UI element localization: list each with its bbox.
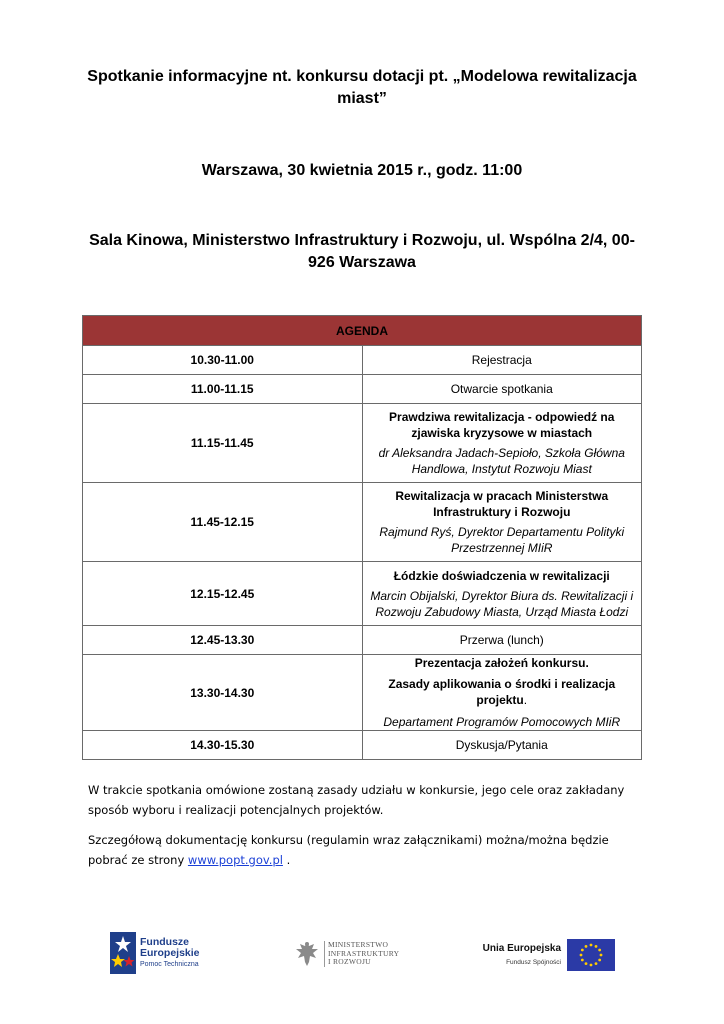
agenda-time: 11.15-11.45 <box>83 404 363 483</box>
eagle-icon <box>294 939 320 969</box>
session-speaker: Departament Programów Pomocowych MIiR <box>383 715 621 729</box>
agenda-time: 11.45-12.15 <box>83 483 363 562</box>
eu-star <box>590 944 593 947</box>
popt-link[interactable]: www.popt.gov.pl <box>187 853 283 867</box>
session-speaker: Rajmund Ryś, Dyrektor Departamentu Polityki Przestrzennej MIiR <box>379 525 625 555</box>
eu-star <box>598 949 601 952</box>
ministry-divider <box>324 941 325 967</box>
session-title: Prezentacja założeń konkursu. <box>414 656 589 670</box>
table-row <box>83 404 642 483</box>
docs-paragraph-text: Szczegółową dokumentację konkursu (regulamin wraz załącznikami) można/można będzie pobrać ze strony <box>88 833 609 867</box>
eu-title: Unia Europejska <box>482 943 561 954</box>
eu-star <box>595 945 598 948</box>
table-row <box>83 655 642 731</box>
docs-paragraph <box>88 830 643 870</box>
agenda-item: Otwarcie spotkania <box>450 382 553 396</box>
session-title-2-end: . <box>523 693 528 707</box>
mir-line2: INFRASTRUKTURY <box>328 948 400 958</box>
session-speaker: Marcin Obijalski, Dyrektor Biura ds. Rewitalizacji i Rozwoju Zabudowy Miasta, Urząd Miasta Łodzi <box>370 588 634 619</box>
table-row <box>83 731 642 760</box>
session-title: Łódzkie doświadczenia w rewitalizacji <box>393 568 610 583</box>
agenda-item: Rejestracja <box>471 353 532 367</box>
eu-star <box>590 964 593 967</box>
fundusze-europejskie-logo <box>110 932 220 978</box>
agenda-time: 12.15-12.45 <box>83 562 363 626</box>
ministry-logo <box>294 937 424 977</box>
agenda-time: 13.30-14.30 <box>83 655 363 731</box>
eu-flag-icon <box>567 939 615 971</box>
session-title-2: Zasady aplikowania o środki i realizacja projektu <box>388 677 616 707</box>
footer-logos <box>82 915 642 1000</box>
fe-stars-icon <box>110 932 136 974</box>
eu-star <box>595 962 598 965</box>
agenda-time: 10.30-11.00 <box>83 346 363 375</box>
eu-star <box>598 959 601 962</box>
agenda-item: Przerwa (lunch) <box>459 633 544 647</box>
event-datetime: Warszawa, 30 kwietnia 2015 r., godz. 11:00 <box>201 162 523 179</box>
docs-paragraph-end: . <box>282 853 291 867</box>
agenda-table <box>82 315 642 760</box>
session-title: Rewitalizacja w pracach Ministerstwa Infrastruktury i Rozwoju <box>395 489 609 519</box>
page-title: Spotkanie informacyjne nt. konkursu dotacji pt. „Modelowa rewitalizacja miast” <box>87 68 637 107</box>
event-venue: Sala Kinowa, Ministerstwo Infrastruktury i Rozwoju, ul. Wspólna 2/4, 00-926 Warszawa <box>89 232 635 271</box>
session-speaker: dr Aleksandra Jadach-Sepioło, Szkoła Główna Handlowa, Instytut Rozwoju Miast <box>378 446 625 476</box>
eu-logo <box>475 939 625 979</box>
eu-star <box>585 945 588 948</box>
table-row <box>83 562 642 626</box>
agenda-time: 11.00-11.15 <box>83 375 363 404</box>
fe-subtitle: Pomoc Techniczna <box>140 961 199 968</box>
agenda-header: AGENDA <box>83 316 642 346</box>
agenda-item: Dyskusja/Pytania <box>455 738 548 752</box>
eu-subtitle: Fundusz Spójności <box>506 959 561 966</box>
mir-line3: I ROZWOJU <box>328 957 371 966</box>
eu-star <box>581 949 584 952</box>
table-row <box>83 626 642 655</box>
table-row <box>83 483 642 562</box>
mir-line1: MINISTERSTWO <box>328 940 389 949</box>
eu-star <box>600 954 603 957</box>
fe-line1: Fundusze <box>140 936 189 948</box>
agenda-time: 12.45-13.30 <box>83 626 363 655</box>
table-row <box>83 375 642 404</box>
info-paragraph: W trakcie spotkania omówione zostaną zasady udziału w konkursie, jego cele oraz zakładany sposób wyboru i realizacji potencjalnych projektów. <box>88 783 625 817</box>
session-title: Prawdziwa rewitalizacja - odpowiedź na zjawiska kryzysowe w miastach <box>389 410 615 440</box>
eu-star <box>581 959 584 962</box>
agenda-time: 14.30-15.30 <box>83 731 363 760</box>
fe-line2: Europejskie <box>140 947 200 959</box>
eu-star <box>580 954 583 957</box>
eu-star <box>585 962 588 965</box>
table-row <box>83 346 642 375</box>
